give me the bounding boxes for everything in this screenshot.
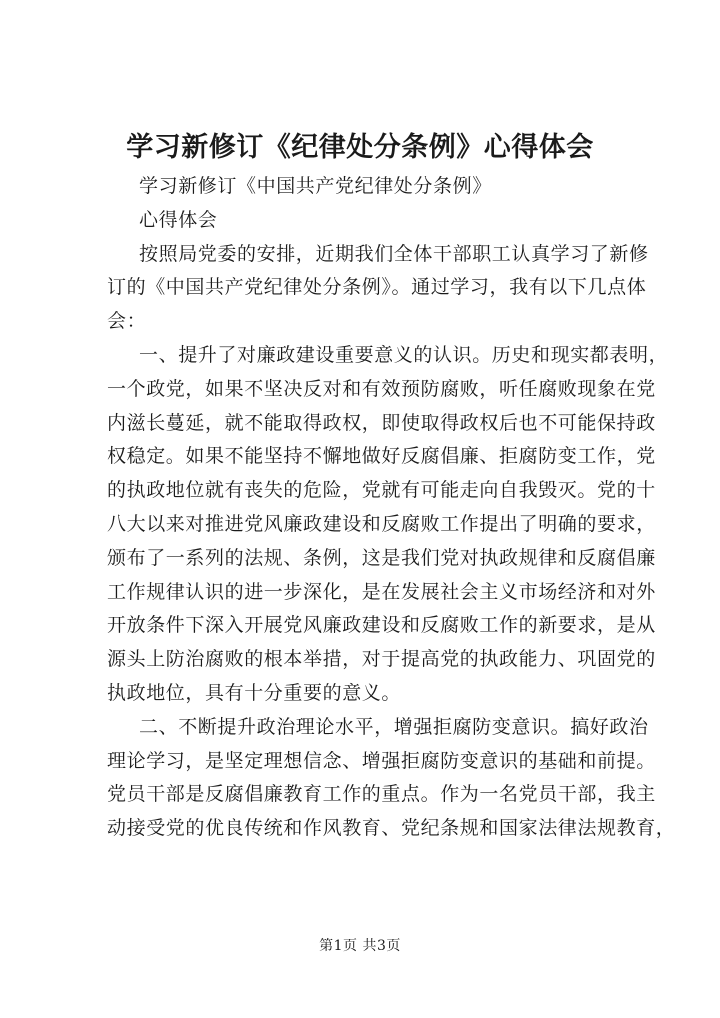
page-footer: 第1页 共3页: [319, 938, 401, 954]
text-line: 执政地位，具有十分重要的意义。: [107, 681, 402, 704]
text-line: 理论学习，是坚定理想信念、增强拒腐防变意识的基础和前提。: [107, 749, 656, 772]
text-line: 一个政党，如果不坚决反对和有效预防腐败，听任腐败现象在党: [107, 377, 656, 400]
text-line: 按照局党委的安排，近期我们全体干部职工认真学习了新修: [139, 242, 649, 265]
text-line: 会：: [107, 310, 147, 333]
text-line: 党员干部是反腐倡廉教育工作的重点。作为一名党员干部，我主: [107, 783, 656, 806]
text-line: 动接受党的优良传统和作风教育、党纪条规和国家法律法规教育，: [107, 817, 676, 840]
text-line: 开放条件下深入开展党风廉政建设和反腐败工作的新要求，是从: [107, 614, 656, 637]
text-line: 颁布了一系列的法规、条例，这是我们党对执政规律和反腐倡廉: [107, 546, 656, 569]
text-line: 学习新修订《中国共产党纪律处分条例》: [139, 175, 492, 197]
document-title: 学习新修订《纪律处分条例》心得体会: [126, 132, 594, 163]
text-line: 一、提升了对廉政建设重要意义的认识。历史和现实都表明，: [139, 343, 669, 366]
text-line: 工作规律认识的进一步深化，是在发展社会主义市场经济和对外: [107, 580, 656, 603]
text-line: 心得体会: [139, 208, 218, 231]
text-line: 源头上防治腐败的根本举措，对于提高党的执政能力、巩固党的: [107, 648, 656, 671]
document-body: [107, 170, 676, 846]
text-line: 订的《中国共产党纪律处分条例》。通过学习，我有以下几点体: [107, 276, 647, 299]
text-line: 二、不断提升政治理论水平，增强拒腐防变意识。搞好政治: [139, 715, 649, 738]
text-line: 八大以来对推进党风廉政建设和反腐败工作提出了明确的要求，: [107, 512, 656, 535]
text-line: 的执政地位就有丧失的危险，党就有可能走向自我毁灭。党的十: [107, 479, 656, 502]
text-line: 权稳定。如果不能坚持不懈地做好反腐倡廉、拒腐防变工作，党: [107, 445, 656, 468]
text-line: 内滋长蔓延，就不能取得政权，即使取得政权后也不可能保持政: [107, 411, 656, 434]
